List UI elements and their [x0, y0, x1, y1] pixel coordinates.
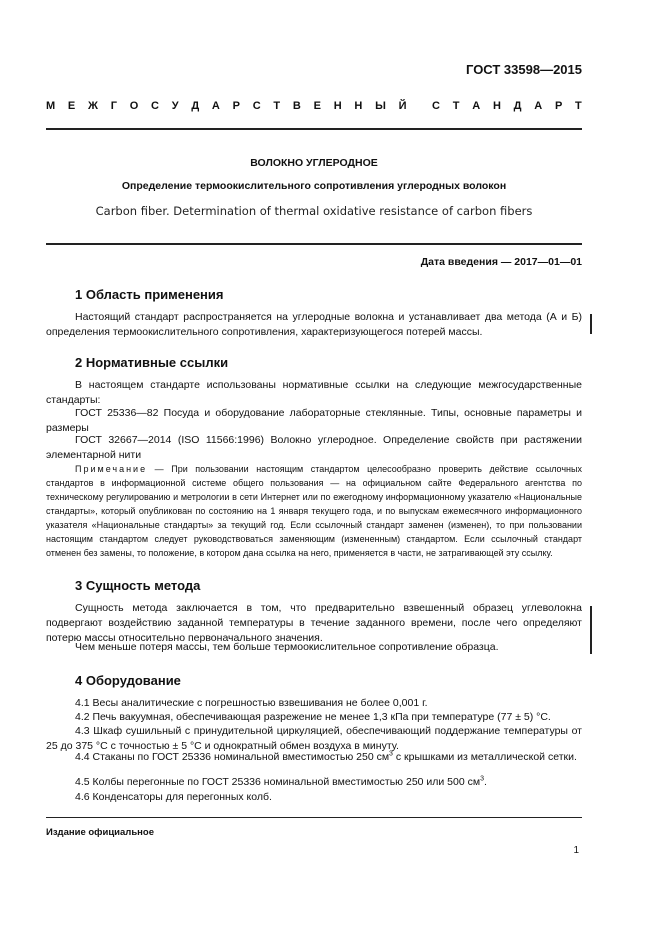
interstate-letter: С — [151, 100, 159, 112]
equipment-item-4-1: 4.1 Весы аналитические с погрешностью взвешивания не более 0,001 г. — [75, 697, 428, 709]
section-1-paragraph: Настоящий стандарт распространяется на углеродные волокна и устанавливает два метода (А и Б) определения термоокислительного сопротивления, характеризующегося потерей массы. — [46, 311, 582, 338]
change-bar — [590, 314, 592, 334]
interstate-letter: Н — [333, 100, 342, 112]
interstate-letter: М — [46, 100, 56, 112]
english-title: Carbon fiber. Determination of thermal oxidative resistance of carbon fibers — [95, 204, 533, 218]
section-2-reference-1: ГОСТ 25336—82 Посуда и оборудование лабораторные стеклянные. Типы, основные параметры и размеры — [46, 407, 582, 434]
interstate-letter: Е — [67, 100, 76, 112]
note-label: Примечание — [75, 464, 148, 474]
interstate-letter: А — [534, 100, 543, 112]
interstate-letter: Р — [232, 100, 240, 112]
note-text: — При пользовании настоящим стандартом целесообразно проверить действие ссылочных стандартов в информационной системе общего пользования — на официальном сайте Федерального агентства по техническому регулированию и метрологии в сети Интернет или по ежегодному информационному указателю «Национальные стандарты», который опубликован по состоянию на 1 января текущего года, и по выпускам ежемесячного информационного указателя «Национальные стандарты» за текущий год. Если ссылочный стандарт заменен (изменен), то при пользовании настоящим стандартом следует руководствоваться заменяющим (измененным) стандартом. Если ссылочный стандарт отменен без замены, то положение, в котором дана ссылка на него, применяется в части, не затрагивающей эту ссылку. — [46, 464, 582, 558]
interstate-letter: Н — [354, 100, 363, 112]
change-bar — [590, 606, 592, 654]
item-4-4-superscript: 3 — [389, 750, 393, 758]
interstate-letter: Д — [191, 100, 200, 112]
section-heading-4: 4 Оборудование — [75, 673, 181, 688]
standard-number: ГОСТ 33598—2015 — [466, 62, 582, 77]
equipment-item-4-2: 4.2 Печь вакуумная, обеспечивающая разрежение не менее 1,3 кПа при температуре (77 ± 5) °С. — [75, 711, 551, 723]
interstate-letter: Е — [313, 100, 321, 112]
interstate-letter: О — [129, 100, 139, 112]
section-2-paragraph-1: В настоящем стандарте использованы нормативные ссылки на следующие межгосударственные стандарты: — [46, 379, 582, 406]
equipment-item-4-5 — [46, 775, 582, 790]
section-3-paragraph-1: Сущность метода заключается в том, что предварительно взвешенный образец углеволокна подвергают воздействию заданной температуры в течение заданного времени, после чего определяют потерю массы относительно первоначального значения. — [46, 602, 582, 644]
interstate-letter: А — [211, 100, 220, 112]
interstate-letter: С — [252, 100, 261, 112]
page-number: 1 — [573, 845, 579, 856]
interstate-letter: Г — [110, 100, 117, 112]
section-heading-2: 2 Нормативные ссылки — [75, 355, 229, 370]
section-3-paragraph-2: Чем меньше потеря массы, тем больше термоокислительное сопротивление образца. — [75, 641, 499, 653]
item-4-4-text-end: с крышками из металлической сетки. — [392, 751, 577, 763]
interstate-letter: У — [171, 100, 179, 112]
interstate-letter: Ж — [88, 100, 98, 112]
interstate-letter: Т — [575, 100, 582, 112]
interstate-letter: Т — [452, 100, 460, 112]
section-heading-1: 1 Область применения — [75, 287, 224, 302]
item-4-4-text: 4.4 Стаканы по ГОСТ 25336 номинальной вместимостью 250 см — [75, 751, 390, 763]
interstate-letter: Ы — [375, 100, 386, 112]
item-4-5-text-end: . — [484, 776, 487, 788]
interstate-letter: А — [472, 100, 481, 112]
title-rule — [46, 243, 582, 245]
section-2-note — [46, 462, 582, 560]
interstate-letter: Д — [513, 100, 522, 112]
interstate-letter: Й — [398, 100, 407, 112]
document-title: ВОЛОКНО УГЛЕРОДНОЕ — [250, 157, 378, 169]
footer-rule — [46, 817, 582, 818]
equipment-item-4-4 — [46, 750, 582, 765]
equipment-item-4-6: 4.6 Конденсаторы для перегонных колб. — [75, 791, 272, 803]
interstate-letter: В — [292, 100, 301, 112]
interstate-letter: С — [432, 100, 440, 112]
interstate-letter: Т — [273, 100, 281, 112]
item-4-5-superscript: 3 — [480, 775, 484, 783]
equipment-item-4-3: 4.3 Шкаф сушильный с принудительной циркуляцией, обеспечивающий поддержание температуры от 25 до 375 °С с точностью ± 5 °С и однократный обмен воздуха в минуту. — [46, 725, 582, 752]
intro-date: Дата введения — 2017—01—01 — [420, 256, 582, 268]
top-rule — [46, 128, 582, 130]
interstate-letter: Н — [492, 100, 501, 112]
interstate-standard-heading — [46, 100, 582, 112]
section-2-reference-2: ГОСТ 32667—2014 (ISO 11566:1996) Волокно углеродное. Определение свойств при растяжении элементарной нити — [46, 434, 582, 461]
official-edition-label: Издание официальное — [46, 827, 154, 838]
item-4-5-text: 4.5 Колбы перегонные по ГОСТ 25336 номинальной вместимостью 250 или 500 см — [75, 776, 481, 788]
interstate-letter: Р — [554, 100, 563, 112]
section-heading-3: 3 Сущность метода — [75, 578, 201, 593]
document-subtitle: Определение термоокислительного сопротивления углеродных волокон — [121, 180, 507, 192]
